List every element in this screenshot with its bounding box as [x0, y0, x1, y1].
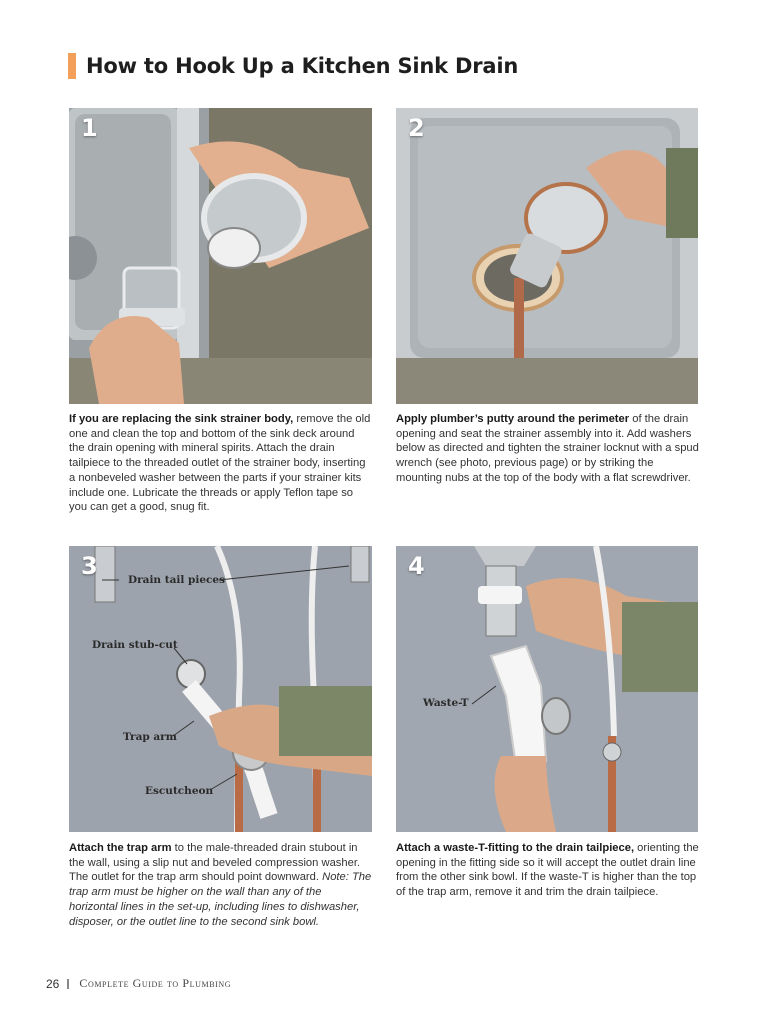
- callout-drain-tail-pieces: Drain tail pieces: [128, 574, 226, 586]
- step-1-photo: [69, 108, 372, 404]
- step-4-number: 4: [408, 552, 425, 580]
- callout-trap-arm: Trap arm: [123, 731, 177, 743]
- step-3-note: Note: The trap arm must be higher on the wall than any of the horizontal lines in the set-up, including lines to dishwasher, disposer, or the outlet line to the second sink bowl.: [69, 871, 372, 928]
- step-3-photo: [69, 546, 372, 832]
- callout-escutcheon: Escutcheon: [145, 785, 214, 797]
- page-title: How to Hook Up a Kitchen Sink Drain: [86, 54, 519, 78]
- callout-waste-t: Waste-T: [423, 697, 469, 709]
- step-2-caption: [396, 412, 699, 486]
- step-3-lead: Attach the trap arm: [69, 842, 172, 854]
- step-2-lead: Apply plumber’s putty around the perimeter: [396, 413, 630, 425]
- step-4-text: orienting the opening in the fitting side so it will accept the outlet drain line from the other sink bowl. If the waste-T is higher than the top of the trap arm, remove it and trim the drain tailpiece.: [396, 842, 699, 899]
- page-number: 26: [46, 976, 60, 991]
- step-4-lead: Attach a waste-T-fitting to the drain tailpiece,: [396, 842, 635, 854]
- step-1-caption: [69, 412, 372, 515]
- step-1-text: remove the old one and clean the top and bottom of the sink deck around the drain opening with mineral spirits. Attach the drain tailpiece to the threaded outlet of the strainer body, inserting a nonbeveled washer between the parts if your strainer kits include one. Lubricate the threads or apply Teflon tape so you can get a good, snug fit.: [69, 413, 371, 514]
- step-4-photo: [396, 546, 698, 832]
- step-4-caption: [396, 841, 699, 900]
- step-4-leader-lines: [396, 546, 698, 832]
- step-3-caption: [69, 841, 372, 929]
- step-2-text: of the drain opening and seat the strainer assembly into it. Add washers below as directed and tighten the strainer locknut with a spud wrench (see photo, previous page) or by striking the mounting nubs at the top of the body with a flat screwdriver.: [396, 413, 699, 484]
- step-3-number: 3: [81, 552, 98, 580]
- step-3-leader-lines: [69, 546, 372, 832]
- callout-drain-stub-cut: Drain stub-cut: [92, 639, 178, 651]
- page-heading: [68, 52, 518, 80]
- step-3-text: to the male-threaded drain stubout in the wall, using a slip nut and beveled compression washer. The outlet for the trap arm should point downward.: [69, 842, 361, 884]
- footer-separator: [67, 979, 69, 989]
- title-accent-bar: [68, 53, 76, 79]
- step-2-number: 2: [408, 114, 425, 142]
- step-2-photo: [396, 108, 698, 404]
- page-footer: [46, 976, 231, 991]
- book-title: Complete Guide to Plumbing: [79, 976, 232, 990]
- step-1-lead: If you are replacing the sink strainer body,: [69, 413, 294, 425]
- step-1-number: 1: [81, 114, 98, 142]
